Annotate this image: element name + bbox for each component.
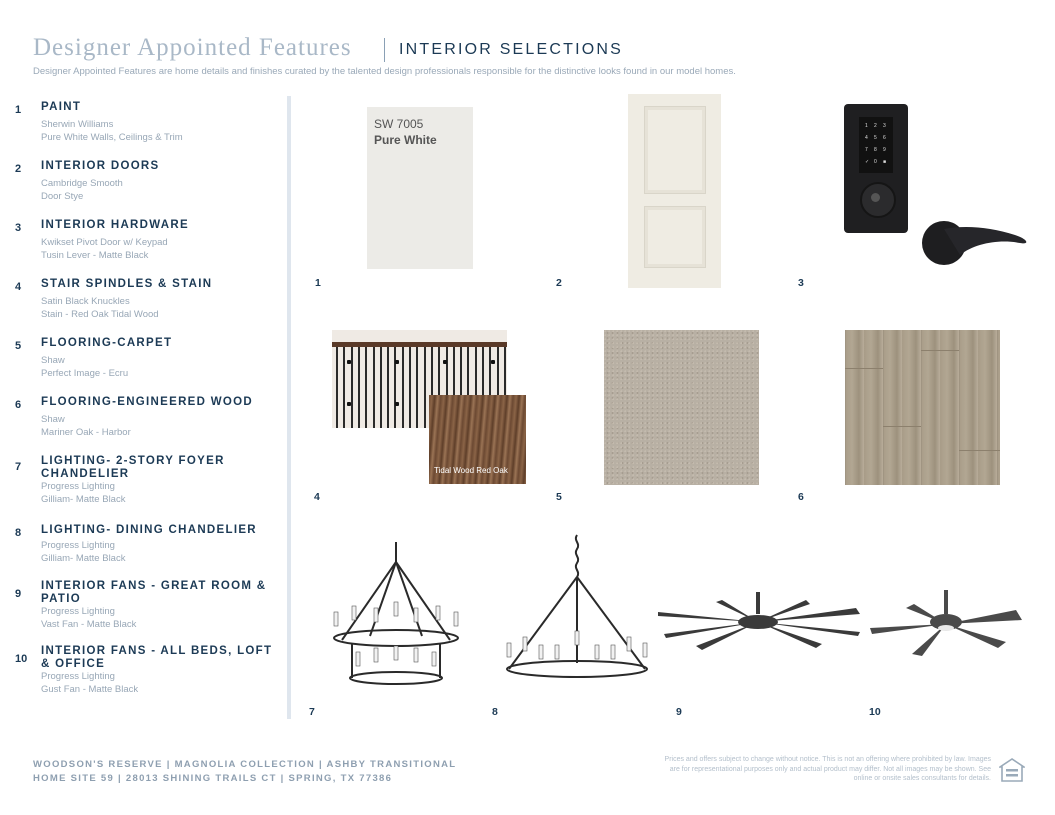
image-caption: 7 bbox=[309, 706, 315, 718]
stair-spindle bbox=[336, 347, 338, 428]
item-number: 9 bbox=[15, 588, 22, 600]
item-title: INTERIOR HARDWARE bbox=[41, 219, 189, 231]
item-detail: Stain - Red Oak Tidal Wood bbox=[41, 309, 159, 320]
item-detail: Pure White Walls, Ceilings & Trim bbox=[41, 132, 183, 143]
image-caption: 9 bbox=[676, 706, 682, 718]
item-brand: Progress Lighting bbox=[41, 481, 115, 492]
item-number: 5 bbox=[15, 340, 22, 352]
item-detail: Door Stye bbox=[41, 191, 84, 202]
paint-name: Pure White bbox=[374, 133, 437, 147]
item-brand: Progress Lighting bbox=[41, 671, 115, 682]
image-caption: 10 bbox=[869, 706, 881, 718]
item-number: 7 bbox=[15, 461, 22, 473]
door-image bbox=[628, 94, 721, 288]
stair-spindle bbox=[373, 347, 375, 428]
door-panel-bottom bbox=[644, 206, 706, 268]
stair-spindle bbox=[351, 347, 353, 428]
item-brand: Cambridge Smooth bbox=[41, 178, 123, 189]
item-detail: Tusin Lever - Matte Black bbox=[41, 250, 149, 261]
spindle-knuckle bbox=[395, 360, 399, 364]
item-detail: Gilliam- Matte Black bbox=[41, 494, 126, 505]
item-title: LIGHTING- DINING CHANDELIER bbox=[41, 524, 257, 536]
gust-fan-image bbox=[866, 588, 1026, 660]
item-brand: Kwikset Pivot Door w/ Keypad bbox=[41, 237, 168, 248]
door-panel-top bbox=[644, 106, 706, 194]
stair-spindle bbox=[380, 347, 382, 428]
stair-spindle bbox=[387, 347, 389, 428]
carpet-swatch bbox=[604, 330, 759, 485]
spindle-knuckle bbox=[443, 360, 447, 364]
item-title: INTERIOR FANS - ALL BEDS, LOFT & OFFICE bbox=[41, 645, 273, 670]
plank-seam bbox=[845, 368, 883, 369]
stair-spindle bbox=[424, 347, 426, 428]
item-brand: Progress Lighting bbox=[41, 606, 115, 617]
stair-spindle bbox=[358, 347, 360, 428]
item-title: INTERIOR FANS - GREAT ROOM & PATIO bbox=[41, 580, 267, 605]
stair-spindle bbox=[343, 347, 345, 428]
item-title: INTERIOR DOORS bbox=[41, 160, 160, 172]
plank-seam bbox=[921, 350, 959, 351]
item-title: FLOORING-CARPET bbox=[41, 337, 173, 349]
item-number: 1 bbox=[15, 104, 22, 116]
stain-sample bbox=[429, 395, 526, 484]
image-caption: 8 bbox=[492, 706, 498, 718]
item-number: 4 bbox=[15, 281, 22, 293]
vast-fan-image bbox=[656, 590, 866, 660]
two-tier-chandelier-image bbox=[330, 540, 462, 688]
dining-chandelier-image bbox=[503, 533, 651, 681]
item-detail: Gilliam- Matte Black bbox=[41, 553, 126, 564]
item-number: 2 bbox=[15, 163, 22, 175]
lever-handle-image bbox=[920, 215, 1030, 270]
footer-line-1: WOODSON'S RESERVE | MAGNOLIA COLLECTION | ASHBY TRANSITIONAL bbox=[33, 759, 457, 770]
spindle-knuckle bbox=[395, 402, 399, 406]
page-title: Designer Appointed Features bbox=[33, 34, 352, 61]
paint-swatch bbox=[367, 107, 473, 269]
plank-seam bbox=[959, 450, 1000, 451]
item-detail: Perfect Image - Ecru bbox=[41, 368, 129, 379]
title-separator bbox=[384, 38, 385, 62]
item-detail: Mariner Oak - Harbor bbox=[41, 427, 131, 438]
image-caption: 2 bbox=[556, 277, 562, 289]
keypad-screen: 1 2 3 4 5 6 7 8 9 ✓ 0 ■ bbox=[859, 117, 893, 173]
item-title: FLOORING-ENGINEERED WOOD bbox=[41, 396, 254, 408]
item-brand: Shaw bbox=[41, 414, 65, 425]
item-brand: Sherwin Williams bbox=[41, 119, 114, 130]
equal-housing-icon bbox=[999, 758, 1025, 782]
spindle-knuckle bbox=[491, 360, 495, 364]
image-caption: 6 bbox=[798, 491, 804, 503]
image-caption: 1 bbox=[315, 277, 321, 289]
image-caption: 5 bbox=[556, 491, 562, 503]
item-number: 3 bbox=[15, 222, 22, 234]
stair-spindle bbox=[365, 347, 367, 428]
item-title: PAINT bbox=[41, 101, 82, 113]
wood-floor-swatch bbox=[845, 330, 1000, 485]
item-title: STAIR SPINDLES & STAIN bbox=[41, 278, 213, 290]
community-footer bbox=[33, 758, 456, 786]
item-number: 6 bbox=[15, 399, 22, 411]
disclaimer-text: Prices and offers subject to change without notice. This is not an offering where prohibited by law. Images are for representational purposes only and actual product may differ. Not all images may be shown. See online or onsite sales consultants for details. bbox=[664, 756, 991, 782]
keyhole bbox=[871, 193, 880, 202]
image-caption: 3 bbox=[798, 277, 804, 289]
item-brand: Shaw bbox=[41, 355, 65, 366]
plank-seam bbox=[883, 426, 921, 427]
item-detail: Vast Fan - Matte Black bbox=[41, 619, 137, 630]
stair-spindle bbox=[402, 347, 404, 428]
item-number: 10 bbox=[15, 653, 28, 665]
stair-spindle bbox=[409, 347, 411, 428]
item-brand: Progress Lighting bbox=[41, 540, 115, 551]
item-brand: Satin Black Knuckles bbox=[41, 296, 130, 307]
footer-line-2: HOME SITE 59 | 28013 SHINING TRAILS CT | SPRING, TX 77386 bbox=[33, 773, 393, 784]
paint-code: SW 7005 bbox=[374, 117, 424, 131]
column-divider bbox=[287, 96, 291, 719]
page-subtitle: INTERIOR SELECTIONS bbox=[399, 41, 624, 58]
spindle-knuckle bbox=[347, 402, 351, 406]
image-caption: 4 bbox=[314, 491, 320, 503]
item-detail: Gust Fan - Matte Black bbox=[41, 684, 139, 695]
stair-spindle bbox=[416, 347, 418, 428]
keypad-deadbolt-image bbox=[844, 104, 908, 233]
item-title: LIGHTING- 2-STORY FOYER CHANDELIER bbox=[41, 455, 225, 480]
stain-label: Tidal Wood Red Oak bbox=[434, 466, 508, 475]
intro-text: Designer Appointed Features are home details and finishes curated by the talented design professionals responsible for the distinctive looks found in our model homes. bbox=[33, 66, 736, 77]
item-number: 8 bbox=[15, 527, 22, 539]
spindle-knuckle bbox=[347, 360, 351, 364]
